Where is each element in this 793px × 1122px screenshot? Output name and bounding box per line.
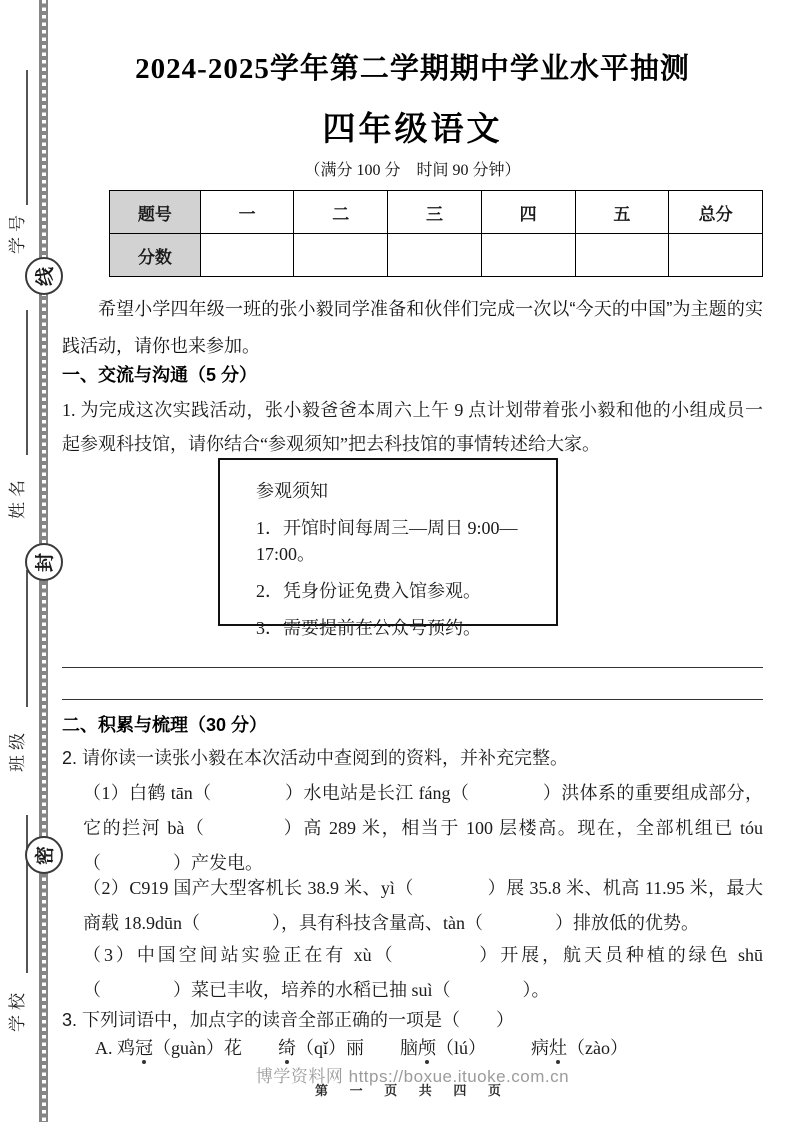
page-footer: [62, 1062, 763, 1099]
option-text-segment: A. 鸡: [95, 1038, 135, 1058]
score-cell-empty: [388, 234, 482, 277]
score-cell-empty: [200, 234, 294, 277]
option-text-segment: （qǐ）丽 脑: [296, 1038, 419, 1058]
score-cell-empty: [481, 234, 575, 277]
score-table-header-cell: 题号: [110, 191, 201, 234]
seal-circle-feng-char: 封: [35, 552, 57, 572]
seal-circle-xian: [25, 257, 63, 295]
score-cell-empty: [294, 234, 388, 277]
visit-notice-box: [218, 458, 558, 638]
option-text-segment: （guàn）花: [153, 1038, 278, 1058]
class-blank-line: [26, 570, 28, 707]
question3-intro: 3. 下列词语中，加点字的读音全部正确的一项是（ ）: [62, 1010, 515, 1030]
seal-circle-xian-char: 线: [35, 266, 57, 286]
question2-item-2: （2）C919 国产大型客机长 38.9 米、yì（ ）展 35.8 米、机高 11.95 米，最大商载 18.9dūn（ ），具有科技含量高、tàn（ ）排放低的优势。: [83, 878, 763, 933]
seal-circle-mi-char: 密: [35, 845, 57, 865]
score-table-header-cell: 二: [294, 191, 388, 234]
intro-paragraph: 希望小学四年级一班的张小毅同学准备和伙伴们完成一次以“今天的中国”为主题的实践活动，请你也来参加。: [62, 299, 763, 356]
option-text-segment: （lú） 病: [436, 1038, 550, 1058]
school-blank-line: [26, 815, 28, 973]
page-number: 第 一 页 共 四 页: [314, 1083, 511, 1098]
score-table-header-cell: 总分: [669, 191, 763, 234]
notice-title: 参观须知: [256, 481, 328, 501]
name-label: 姓名: [8, 475, 27, 519]
watermark-text: 博学资料网 https://boxue.ituoke.com.cn: [255, 1067, 570, 1086]
score-table-header-cell: 一: [200, 191, 294, 234]
score-table: [109, 190, 763, 277]
name-blank-line: [26, 310, 28, 455]
question2-item-1: （1）白鹤 tān（ ）水电站是长江 fáng（ ）洪体系的重要组成部分，它的拦河 bà（ ）高 289 米，相当于 100 层楼高。现在，全部机组已 tóu（ ）产发电。: [83, 783, 763, 873]
question1-text: 1. 为完成这次实践活动，张小毅爸爸本周六上午 9 点计划带着张小毅和他的小组成员一起参观科技馆，请你结合“参观须知”把去科技馆的事情转述给大家。: [62, 400, 763, 454]
section1-heading: 一、交流与沟通（5 分）: [62, 365, 258, 385]
dotted-character: 灶: [549, 1034, 567, 1060]
dotted-character: 冠: [135, 1034, 153, 1060]
score-row-label: 分数: [110, 234, 201, 277]
school-label: 学校: [8, 988, 27, 1032]
exam-page: [62, 0, 763, 1122]
answer-line: [62, 699, 763, 700]
exam-subtitle: （满分 100 分 时间 90 分钟）: [304, 162, 521, 179]
option-text-segment: （zào）: [567, 1038, 629, 1058]
score-table-header-cell: 四: [481, 191, 575, 234]
dotted-character: 绮: [278, 1034, 296, 1060]
student-id-blank-line: [26, 70, 28, 205]
score-table-header-cell: 五: [575, 191, 669, 234]
seal-circle-mi: [25, 836, 63, 874]
seal-circle-feng: [25, 543, 63, 581]
score-table-score-row: [110, 234, 763, 277]
question2-item-3: （3）中国空间站实验正在有 xù（ ）开展，航天员种植的绿色 shū（ ）菜已丰收，培养的水稻已抽 suì（ ）。: [83, 945, 763, 1000]
notice-item: 3．需要提前在公众号预约。: [256, 618, 481, 638]
exam-title-line2: 四年级语文: [322, 112, 503, 148]
question3-option-a: [62, 1034, 793, 1060]
notice-item: 1．开馆时间每周三—周日 9:00—17:00。: [256, 518, 518, 564]
dotted-character: 颅: [418, 1034, 436, 1060]
answer-line: [62, 667, 763, 668]
class-label: 班级: [8, 728, 27, 772]
score-cell-empty: [575, 234, 669, 277]
exam-title-line1: 2024-2025学年第二学期期中学业水平抽测: [135, 53, 690, 85]
question2-intro: 2. 请你读一读张小毅在本次活动中查阅到的资料，并补充完整。: [62, 748, 569, 768]
notice-item: 2．凭身份证免费入馆参观。: [256, 581, 481, 601]
score-cell-empty: [669, 234, 763, 277]
section2-heading: 二、积累与梳理（30 分）: [62, 715, 268, 735]
student-id-label: 学号: [8, 210, 27, 254]
score-table-header-cell: 三: [388, 191, 482, 234]
score-table-header-row: [110, 191, 763, 234]
